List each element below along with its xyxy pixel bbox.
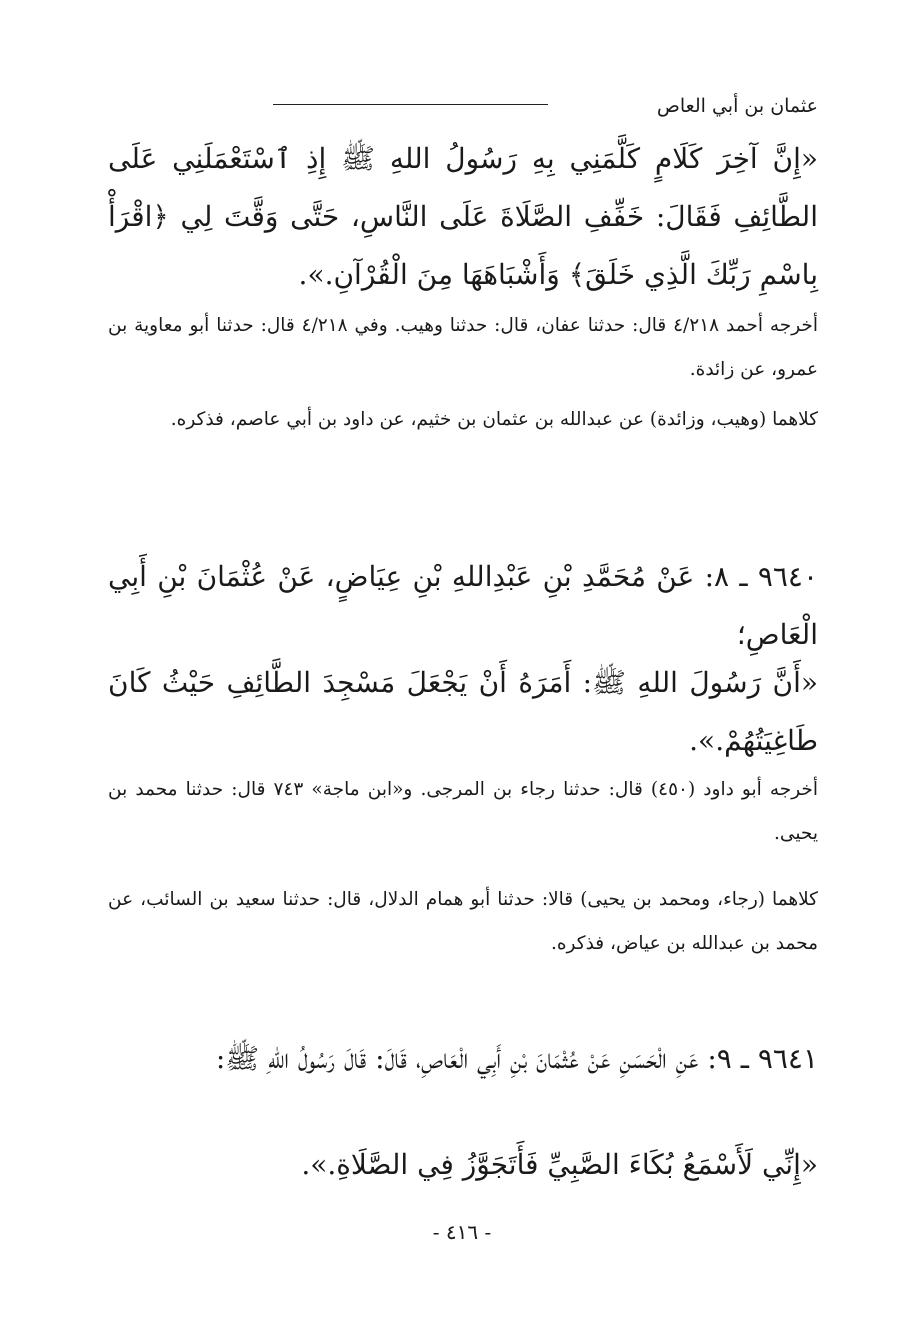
header-rule xyxy=(273,104,548,105)
hadith-text: «إِنَّ آخِرَ كَلَامٍ كَلَّمَنِي بِهِ رَسُولُ اللهِ ﷺ إِذِ ٱسْتَعْمَلَنِي عَلَى الطَّائِفِ فَقَالَ: خَفِّفِ الصَّلَاةَ عَلَى النَّاسِ، حَتَّى وَقَّتَ لِي ﴿اقْرَأْ بِاسْمِ رَبِّكَ الَّذِي خَلَقَ﴾ وَأَشْبَاهَهَا مِنَ الْقُرْآنِ.». xyxy=(108,142,818,291)
hadith-text: «إِنِّي لَأَسْمَعُ بُكَاءَ الصَّبِيِّ فَأَتَجَوَّزُ فِي الصَّلَاةِ.». xyxy=(301,1148,818,1181)
takhrij-paragraph: أخرجه أحمد ٤/٢١٨ قال: حدثنا عفان، قال: حدثنا وهيب. وفي ٤/٢١٨ قال: حدثنا أبو معاوية بن عمرو، عن زائدة. xyxy=(108,315,818,380)
takhrij-paragraph: كلاهما (وهيب، وزائدة) عن عبدالله بن عثمان بن خثيم، عن داود بن أبي عاصم، فذكره. xyxy=(170,409,818,430)
hadith-text: «أَنَّ رَسُولَ اللهِ ﷺ: أَمَرَهُ أَنْ يَجْعَلَ مَسْجِدَ الطَّائِفِ حَيْثُ كَانَ طَاغِيَتُهُمْ.». xyxy=(108,666,818,757)
page-number: - ٤١٦ - xyxy=(432,1220,492,1244)
running-header xyxy=(108,92,818,122)
running-head-title: عثمان بن أبي العاص xyxy=(656,95,818,117)
hadith-heading: ٩٦٤١ ـ ٩: عَنِ الْحَسَنِ عَنْ عُثْمَانَ بْنِ أَبِي الْعَاصِ، قَالَ: قَالَ رَسُولُ اللهِ ﷺ: xyxy=(215,1042,818,1075)
takhrij-paragraph: أخرجه أبو داود (٤٥٠) قال: حدثنا رجاء بن المرجى. و«ابن ماجة» ٧٤٣ قال: حدثنا محمد بن يحيى. xyxy=(108,779,818,844)
takhrij-paragraph: كلاهما (رجاء، ومحمد بن يحيى) قالا: حدثنا أبو همام الدلال، قال: حدثنا سعيد بن السائب، عن محمد بن عبدالله بن عياض، فذكره. xyxy=(108,889,818,954)
hadith-heading: ٩٦٤٠ ـ ٨: عَنْ مُحَمَّدِ بْنِ عَبْدِاللهِ بْنِ عِيَاضٍ، عَنْ عُثْمَانَ بْنِ أَبِي الْعَاصِ؛ xyxy=(108,560,818,651)
